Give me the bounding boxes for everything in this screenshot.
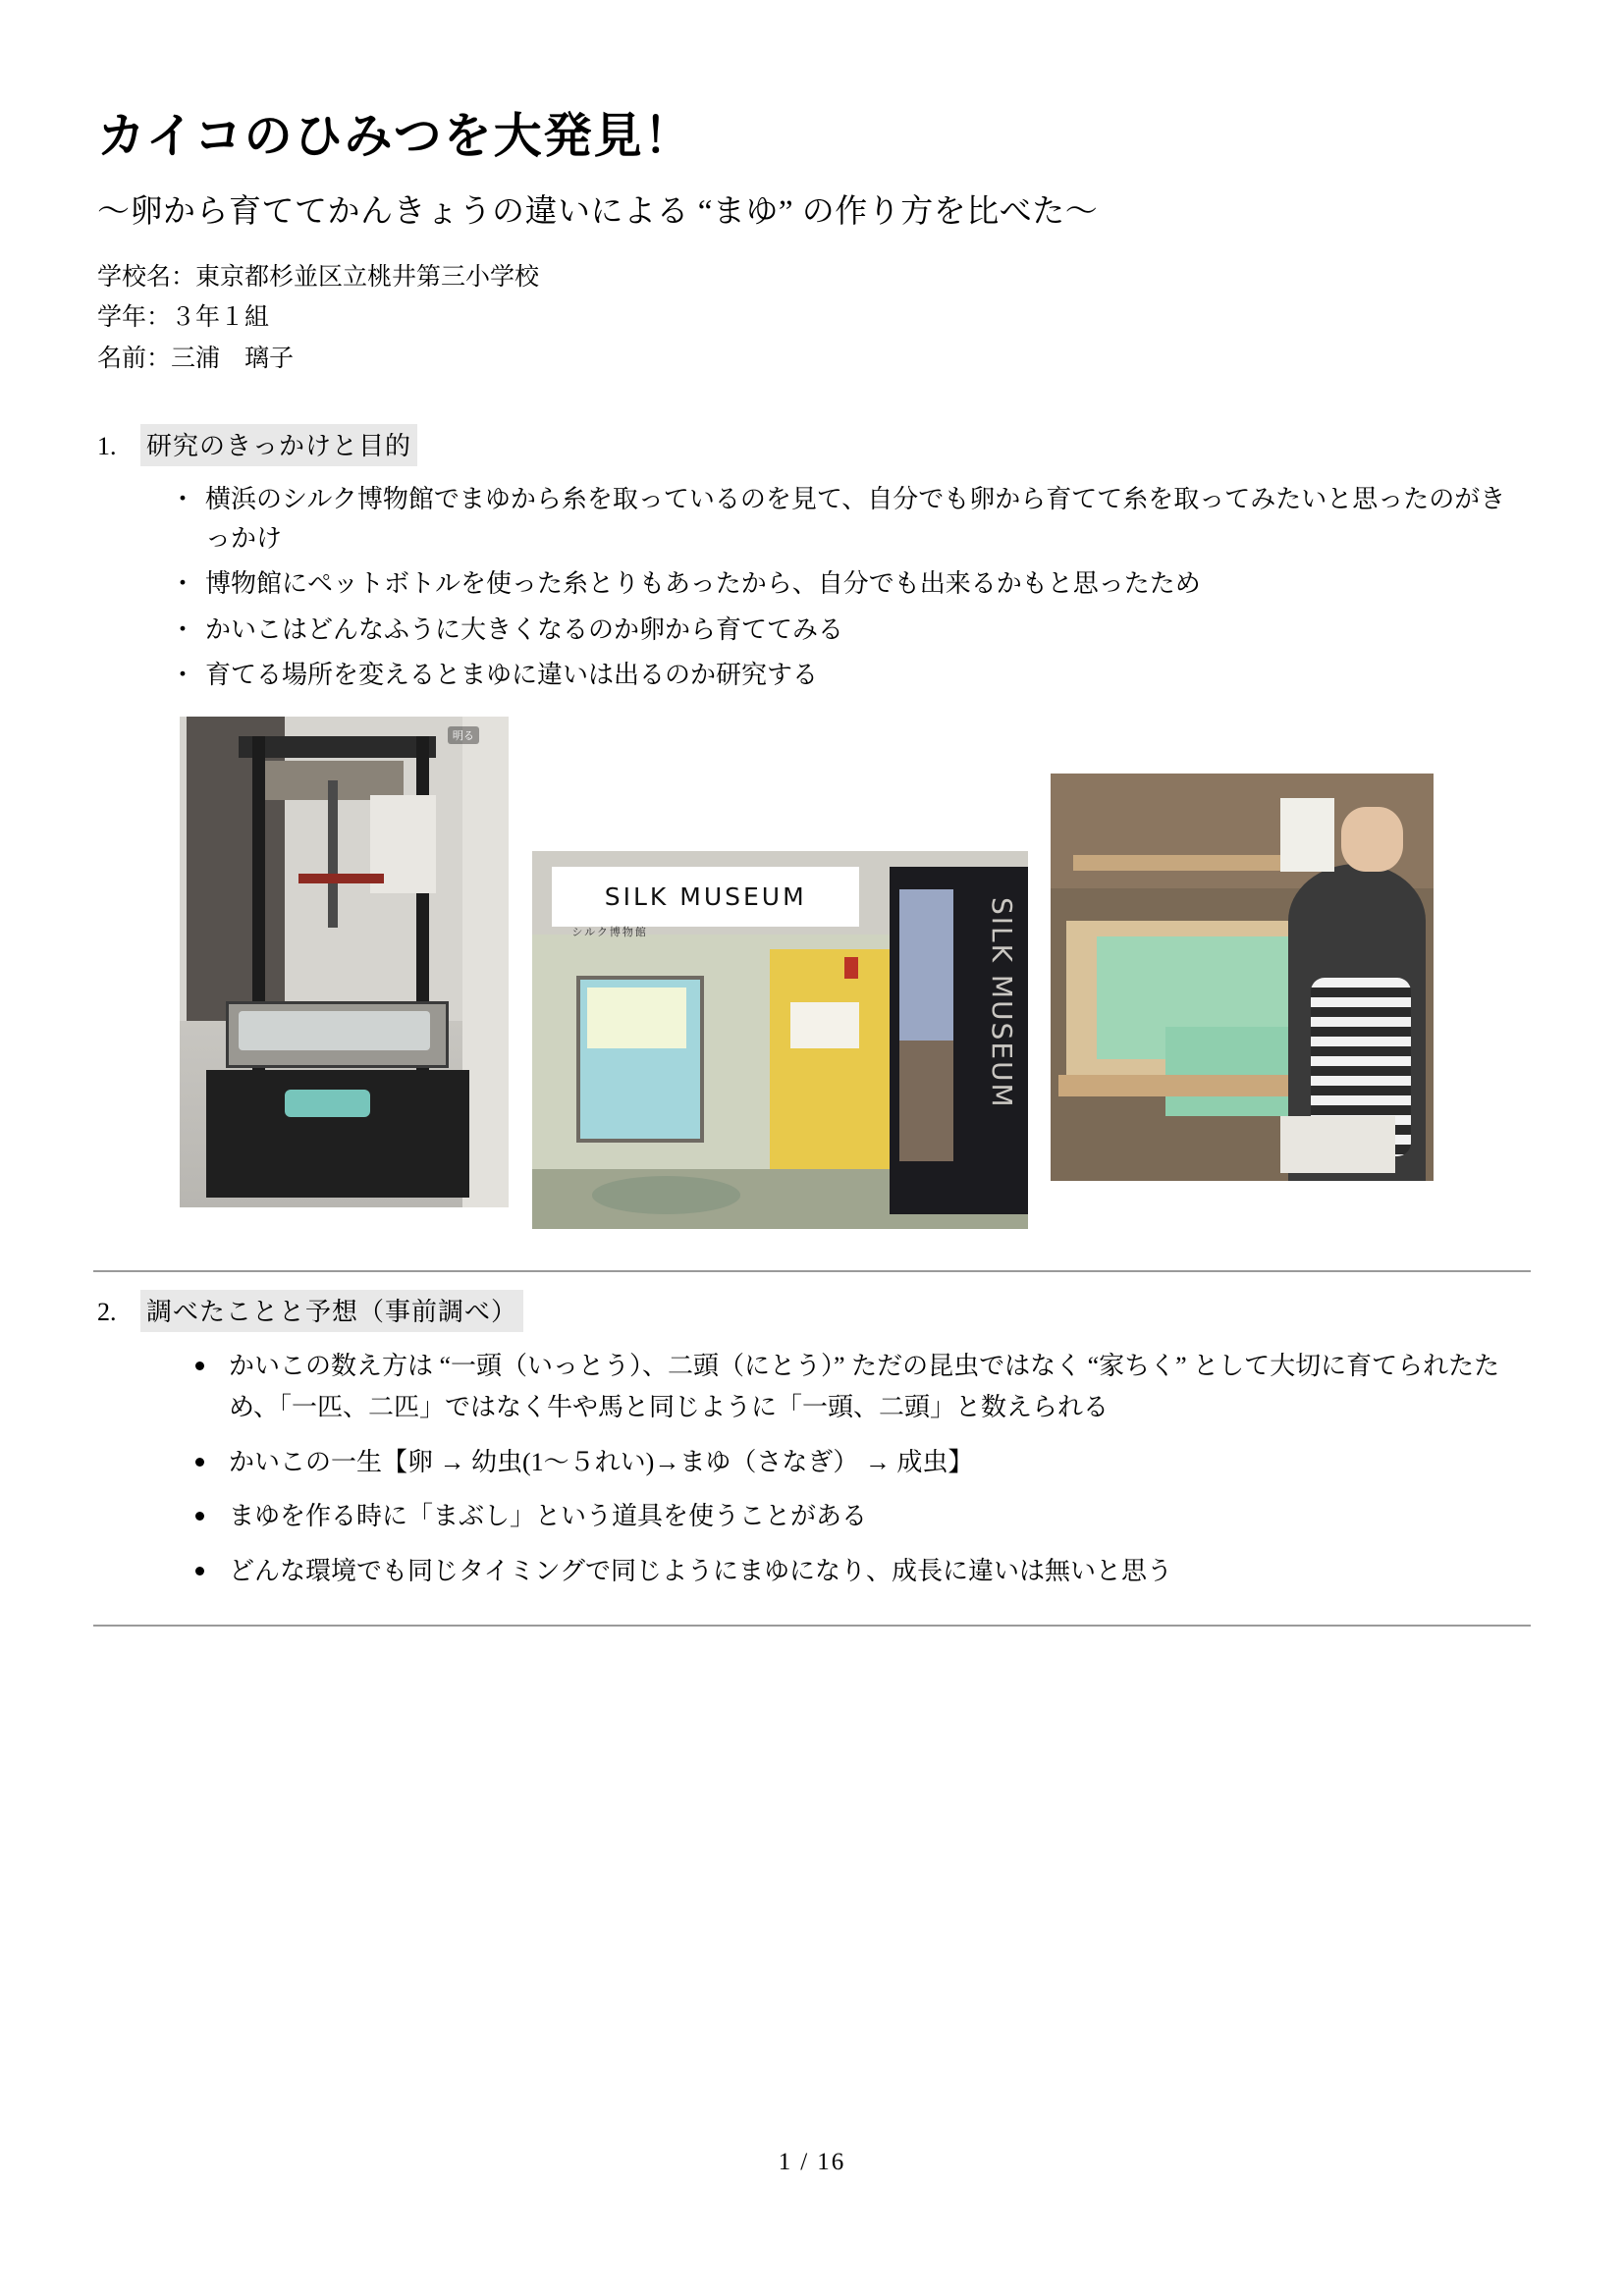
page-number-current: 1 [778,2149,793,2175]
school-name: 学校名：東京都杉並区立桃井第三小学校 [97,264,540,292]
divider-top [93,1270,1531,1272]
photo-scale-machine [180,717,509,1207]
list-item: どんな環境でも同じタイミングで同じようにまゆになり、成長に違いは無いと思う [191,1551,1531,1592]
list-item: かいこの数え方は “一頭（いっとう）、二頭（にとう）” ただの昆虫ではなく “家ちく” として大切に育てられたため、「一匹、二匹」ではなく牛や馬と同じように「一頭、二頭」と数えられる [191,1346,1531,1427]
section-1-number: 1. [97,431,117,460]
page-title: カイコのひみつを大発見！ [97,108,694,164]
section-2-number: 2. [97,1298,117,1327]
section-2-heading [97,1290,1531,1332]
photo-row [93,717,1531,1237]
museum-vertical-sign: SILK MUSEUM [985,896,1018,1109]
grade: 学年：３年１組 [97,304,270,332]
page-subtitle: 〜卵から育ててかんきょうの違いによる “まゆ” の作り方を比べた〜 [97,194,1099,231]
photo-weaving-loom [1051,774,1434,1181]
list-item: まゆを作る時に「まぶし」という道具を使うことがある [191,1496,1531,1537]
section-1-title: 研究のきっかけと目的 [140,424,417,466]
section-1-heading [97,424,1531,466]
museum-sign [552,867,859,928]
page-number-total: 16 [817,2149,846,2175]
divider-bottom [93,1625,1531,1627]
photo-silk-museum-entrance [532,851,1028,1229]
section-2 [93,1290,1531,1591]
student-name: 名前：三浦 璃子 [97,345,295,372]
page-footer [0,2149,1624,2176]
list-item: ・ 横浜のシルク博物館でまゆから糸を取っているのを見て、自分でも卵から育てて糸を取ってみたいと思ったのがきっかけ [170,480,1531,560]
meta-block [97,257,1531,379]
museum-sign-subtext: シルク博物館 [571,925,648,938]
list-item: ・ 博物館にペットボトルを使った糸とりもあったから、自分でも出来るかもと思ったため [170,564,1531,604]
list-item: ・ 育てる場所を変えるとまゆに違いは出るのか研究する [170,656,1531,695]
page-number-separator: / [800,2149,810,2175]
section-1-bullet-list [93,480,1531,695]
photo-badge-label: 明る [448,726,479,744]
list-item: かいこの一生【卵 → 幼虫(1〜５れい)→まゆ（さなぎ） → 成虫】 [191,1442,1531,1483]
section-2-title: 調べたことと予想（事前調べ） [140,1290,523,1332]
section-2-bullet-list [93,1346,1531,1591]
list-item: ・ かいこはどんなふうに大きくなるのか卵から育ててみる [170,611,1531,650]
section-1 [93,424,1531,1237]
museum-sign-text: SILK MUSEUM [604,882,807,912]
